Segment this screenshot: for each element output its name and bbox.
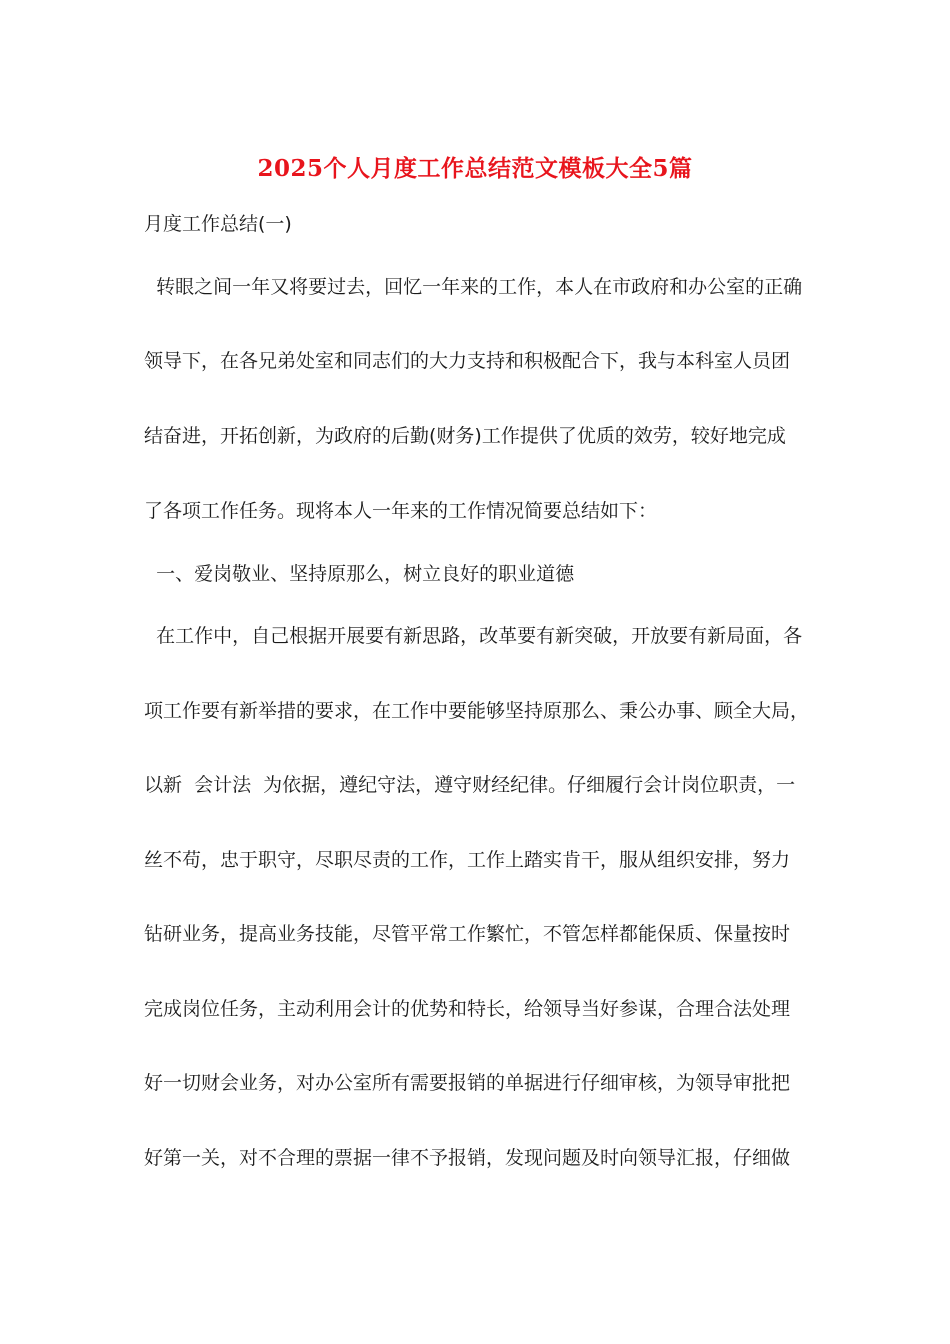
section-heading: 月度工作总结(一) — [144, 213, 292, 235]
paragraph-line: 在工作中，自己根据开展要有新思路，改革要有新突破，开放要有新局面，各 — [144, 625, 803, 647]
paragraph-line: 丝不苟，忠于职守，尽职尽责的工作，工作上踏实肯干，服从组织安排，努力 — [144, 849, 791, 871]
paragraph-line: 领导下，在各兄弟处室和同志们的大力支持和积极配合下，我与本科室人员团 — [144, 350, 791, 372]
subsection-heading: 一、爱岗敬业、坚持原那么，树立良好的职业道德 — [144, 563, 575, 585]
paragraph-line: 钻研业务，提高业务技能，尽管平常工作繁忙，不管怎样都能保质、保量按时 — [144, 923, 791, 945]
paragraph-line: 好一切财会业务，对办公室所有需要报销的单据进行仔细审核，为领导审批把 — [144, 1072, 791, 1094]
paragraph-line: 结奋进，开拓创新，为政府的后勤(财务)工作提供了优质的效劳，较好地完成 — [144, 425, 786, 447]
paragraph-line: 好第一关，对不合理的票据一律不予报销，发现问题及时向领导汇报，仔细做 — [144, 1147, 791, 1169]
paragraph-line: 项工作要有新举措的要求，在工作中要能够坚持原那么、秉公办事、顾全大局， — [144, 700, 810, 722]
paragraph-line: 了各项工作任务。现将本人一年来的工作情况简要总结如下： — [144, 500, 658, 522]
paragraph-line: 完成岗位任务，主动利用会计的优势和特长，给领导当好参谋，合理合法处理 — [144, 998, 791, 1020]
paragraph-line: 转眼之间一年又将要过去，回忆一年来的工作，本人在市政府和办公室的正确 — [144, 276, 803, 298]
document-title: 2025个人月度工作总结范文模板大全5篇 — [257, 155, 693, 182]
paragraph-line: 以新 会计法 为依据，遵纪守法，遵守财经纪律。仔细履行会计岗位职责，一 — [144, 774, 796, 796]
